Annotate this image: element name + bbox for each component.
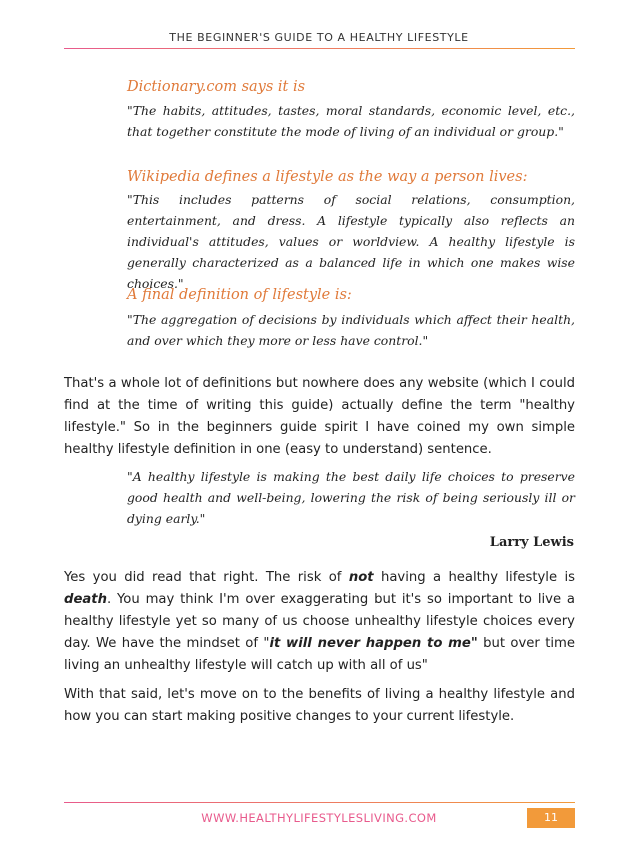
footer-website-link[interactable]: WWW.HEALTHYLIFESTYLESLIVING.COM (201, 811, 437, 825)
risk-emphasis-not: not (348, 570, 374, 585)
definition-heading: Wikipedia defines a lifestyle as the way a person lives: (127, 169, 528, 185)
page-number-badge: 11 (527, 808, 575, 828)
header-title: THE BEGINNER'S GUIDE TO A HEALTHY LIFESTYLE (169, 31, 469, 44)
risk-emphasis-death: death (64, 592, 107, 607)
definition-heading: Dictionary.com says it is (127, 79, 306, 95)
author-signature: Larry Lewis (489, 535, 574, 550)
footer-divider (64, 802, 575, 803)
header-divider (64, 48, 575, 49)
own-definition-quote (127, 466, 575, 529)
own-definition-text: "A healthy lifestyle is making the best daily life choices to preserve good health and well-being, lowering the risk of being seriously ill or dying early." (127, 469, 575, 526)
definition-dictionary (127, 79, 575, 142)
definition-heading: A final definition of lifestyle is: (127, 287, 352, 303)
paragraph-risk (64, 567, 575, 677)
risk-text: Yes you did read that right. The risk of (64, 570, 349, 585)
risk-emphasis-mindset: it will never happen to me" (269, 636, 478, 651)
risk-text: . You may think I'm over exaggerating but it's so important to live a healthy lifestyle yet so many of us choose unhealthy lifestyle choices every day. We have the mindset of " (64, 592, 575, 651)
definition-quote: "The aggregation of decisions by individuals which affect their health, and over which they more or less have control." (127, 312, 575, 348)
definition-wikipedia (127, 169, 575, 294)
paragraph-definitions-summary: That's a whole lot of definitions but nowhere does any website (which I could find at the time of writing this guide) actually define the term "healthy lifestyle." So in the beginners guide spirit I have coined my own simple healthy lifestyle definition in one (easy to understand) sentence. (64, 376, 575, 457)
definition-quote: "This includes patterns of social relations, consumption, entertainment, and dress. A lifestyle typically also reflects an individual's attitudes, values or worldview. A healthy lifestyle is generally characterized as a balanced life in which one makes wise choices." (127, 192, 575, 291)
paragraph-next-steps: With that said, let's move on to the benefits of living a healthy lifestyle and how you can start making positive changes to your current lifestyle. (64, 687, 575, 724)
risk-text: having a healthy lifestyle is (373, 570, 575, 585)
risk-text: but over time living an unhealthy lifestyle will catch up with all of us" (64, 636, 575, 673)
definition-quote: "The habits, attitudes, tastes, moral standards, economic level, etc., that together constitute the mode of living of an individual or group." (127, 103, 575, 139)
definition-final (127, 287, 575, 351)
